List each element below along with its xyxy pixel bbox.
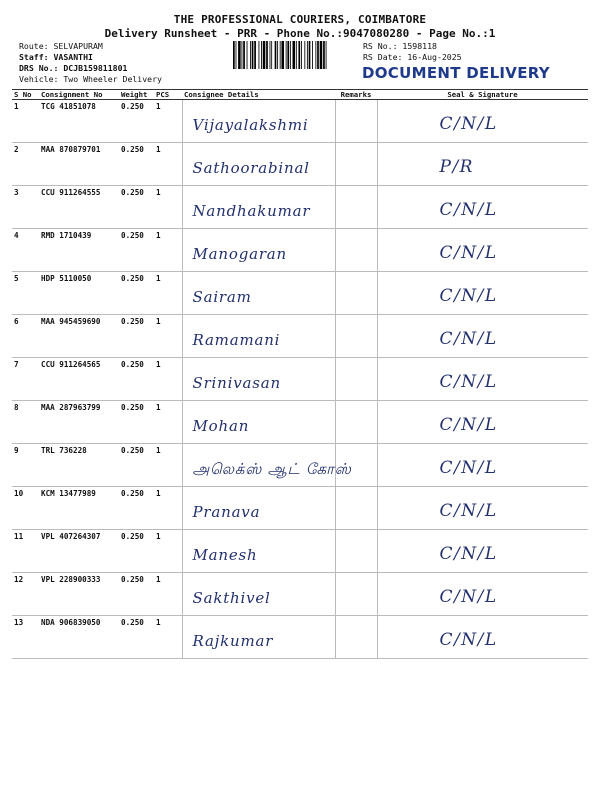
- row-consignee: [182, 573, 335, 616]
- row-consignment: HDP 5110050: [39, 272, 119, 315]
- row-weight: 0.250: [119, 358, 154, 401]
- row-weight: 0.250: [119, 100, 154, 143]
- row-consignee: [182, 444, 352, 487]
- barcode-bar: [290, 41, 291, 69]
- row-weight: 0.250: [119, 530, 154, 573]
- col-consignment: Consignment No: [39, 90, 119, 100]
- barcode-bar: [250, 41, 251, 69]
- barcode-bar: [271, 41, 272, 69]
- row-consignment: MAA 870879701: [39, 143, 119, 186]
- barcode-bar: [280, 41, 281, 69]
- table-row: [12, 315, 588, 358]
- barcode-bar: [233, 41, 235, 69]
- barcode-bar: [277, 41, 278, 69]
- table-row: [12, 229, 588, 272]
- row-remarks: [335, 573, 377, 616]
- vehicle-label: Vehicle: Two Wheeler Delivery: [19, 74, 162, 84]
- consignee-handwriting: Srinivasan: [192, 374, 281, 392]
- row-signature: [377, 616, 588, 659]
- barcode-bar: [312, 41, 313, 69]
- consignee-handwriting: Vijayalakshmi: [192, 116, 309, 134]
- barcode-bar: [254, 41, 256, 69]
- consignee-handwriting: Sakthivel: [192, 589, 271, 607]
- row-pcs: 1: [154, 100, 182, 143]
- row-consignment: VPL 228900333: [39, 573, 119, 616]
- row-weight: 0.250: [119, 143, 154, 186]
- barcode-bar: [281, 41, 284, 69]
- row-signature: [377, 186, 588, 229]
- barcode-bar: [266, 41, 268, 69]
- row-consignee: [182, 186, 335, 229]
- row-weight: 0.250: [119, 315, 154, 358]
- row-weight: 0.250: [119, 272, 154, 315]
- barcode-bar: [243, 41, 245, 69]
- col-signature: Seal & Signature: [377, 90, 588, 100]
- row-remarks: [335, 401, 377, 444]
- row-weight: 0.250: [119, 186, 154, 229]
- staff-label: Staff: VASANTHI: [19, 52, 93, 62]
- barcode-bar: [236, 41, 237, 69]
- row-remarks: [335, 100, 377, 143]
- row-consignee: [182, 143, 335, 186]
- row-signature: [377, 530, 588, 573]
- company-name: THE PROFESSIONAL COURIERS, COIMBATORE: [173, 13, 427, 26]
- barcode-bar: [261, 41, 262, 69]
- row-pcs: 1: [154, 358, 182, 401]
- row-sno: 7: [12, 358, 39, 401]
- col-sno: S No: [12, 90, 39, 100]
- table-row: [12, 573, 588, 616]
- barcode-bar: [263, 41, 266, 69]
- barcode-bar: [304, 41, 305, 69]
- table-row: [12, 616, 588, 659]
- signature-handwriting: C/N/L: [439, 286, 498, 306]
- row-consignment: NDA 906839050: [39, 616, 119, 659]
- barcode-bar: [238, 41, 241, 69]
- row-sno: 1: [12, 100, 39, 143]
- signature-handwriting: C/N/L: [439, 587, 498, 607]
- row-consignee: [182, 229, 335, 272]
- row-remarks: [335, 530, 377, 573]
- row-sno: 4: [12, 229, 39, 272]
- row-consignee: [182, 358, 335, 401]
- row-weight: 0.250: [119, 573, 154, 616]
- barcode-bar: [298, 41, 300, 69]
- row-pcs: 1: [154, 573, 182, 616]
- row-remarks: [335, 616, 377, 659]
- consignee-handwriting: Nandhakumar: [192, 202, 311, 220]
- signature-handwriting: C/N/L: [439, 415, 498, 435]
- barcode-bar: [323, 41, 325, 69]
- row-consignment: VPL 407264307: [39, 530, 119, 573]
- route-info: [19, 41, 162, 85]
- row-remarks: [335, 444, 377, 487]
- signature-handwriting: C/N/L: [439, 200, 498, 220]
- row-consignment: CCU 911264555: [39, 186, 119, 229]
- row-sno: 3: [12, 186, 39, 229]
- row-sno: 13: [12, 616, 39, 659]
- row-pcs: 1: [154, 401, 182, 444]
- signature-handwriting: C/N/L: [439, 372, 498, 392]
- row-pcs: 1: [154, 444, 182, 487]
- barcode-bar: [301, 41, 302, 69]
- signature-handwriting: C/N/L: [439, 501, 498, 521]
- barcode-bar: [242, 41, 243, 69]
- barcode-bar: [286, 41, 287, 69]
- signature-handwriting: C/N/L: [439, 544, 498, 564]
- row-remarks: [335, 186, 377, 229]
- row-consignee: [182, 100, 335, 143]
- row-sno: 6: [12, 315, 39, 358]
- route-label: Route: SELVAPURAM: [19, 41, 103, 51]
- table-row: [12, 401, 588, 444]
- row-remarks: [335, 272, 377, 315]
- rs-number: RS No.: 1598118: [363, 41, 437, 51]
- row-consignee: [182, 401, 335, 444]
- col-consignee: Consignee Details: [182, 90, 335, 100]
- row-signature: [377, 573, 588, 616]
- signature-handwriting: C/N/L: [439, 329, 498, 349]
- row-consignee: [182, 272, 335, 315]
- row-sno: 12: [12, 573, 39, 616]
- barcode-bar: [270, 41, 271, 69]
- row-pcs: 1: [154, 487, 182, 530]
- row-pcs: 1: [154, 143, 182, 186]
- table-row: [12, 186, 588, 229]
- row-signature: [377, 229, 588, 272]
- document-delivery-title: DOCUMENT DELIVERY: [362, 64, 550, 82]
- table-header-row: [12, 90, 588, 100]
- row-consignment: KCM 13477989: [39, 487, 119, 530]
- row-consignment: MAA 287963799: [39, 401, 119, 444]
- row-consignment: TCG 41851078: [39, 100, 119, 143]
- row-remarks: [335, 487, 377, 530]
- barcode-bar: [315, 41, 316, 69]
- table-row: [12, 530, 588, 573]
- barcode: [233, 41, 356, 69]
- signature-handwriting: C/N/L: [439, 630, 498, 650]
- barcode-bar: [259, 41, 260, 69]
- barcode-bar: [307, 41, 308, 69]
- row-pcs: 1: [154, 530, 182, 573]
- row-pcs: 1: [154, 315, 182, 358]
- row-sno: 2: [12, 143, 39, 186]
- signature-handwriting: C/N/L: [439, 243, 498, 263]
- row-weight: 0.250: [119, 487, 154, 530]
- row-sno: 10: [12, 487, 39, 530]
- row-consignee: [182, 616, 335, 659]
- rs-date: RS Date: 16-Aug-2025: [363, 52, 462, 62]
- barcode-bar: [275, 41, 277, 69]
- row-signature: [377, 487, 588, 530]
- consignee-handwriting: Manogaran: [192, 245, 288, 263]
- barcode-bar: [247, 41, 248, 69]
- row-remarks: [335, 143, 377, 186]
- barcode-bar: [317, 41, 319, 69]
- row-remarks: [335, 229, 377, 272]
- row-pcs: 1: [154, 272, 182, 315]
- row-pcs: 1: [154, 186, 182, 229]
- row-signature: [377, 444, 588, 487]
- row-consignee: [182, 530, 335, 573]
- table-row: [12, 100, 588, 143]
- row-signature: [377, 272, 588, 315]
- row-weight: 0.250: [119, 401, 154, 444]
- row-sno: 5: [12, 272, 39, 315]
- row-weight: 0.250: [119, 229, 154, 272]
- consignee-handwriting: Mohan: [192, 417, 250, 435]
- table-row: [12, 358, 588, 401]
- row-signature: [377, 315, 588, 358]
- row-sno: 11: [12, 530, 39, 573]
- row-consignee: [182, 315, 335, 358]
- consignee-handwriting: Manesh: [192, 546, 258, 564]
- row-pcs: 1: [154, 229, 182, 272]
- rs-info: [363, 41, 462, 63]
- barcode-bar: [309, 41, 311, 69]
- row-sno: 8: [12, 401, 39, 444]
- barcode-bar: [293, 41, 296, 69]
- barcode-bar: [320, 41, 323, 69]
- row-signature: [377, 401, 588, 444]
- barcode-bar: [252, 41, 254, 69]
- table-row: [12, 487, 588, 530]
- consignee-handwriting: Rajkumar: [192, 632, 274, 650]
- row-consignment: RMD 1710439: [39, 229, 119, 272]
- row-weight: 0.250: [119, 616, 154, 659]
- row-remarks: [335, 358, 377, 401]
- row-sno: 9: [12, 444, 39, 487]
- row-weight: 0.250: [119, 444, 154, 487]
- drs-number: DRS No.: DCJB159811801: [19, 63, 128, 73]
- row-consignee: [182, 487, 335, 530]
- row-consignment: CCU 911264565: [39, 358, 119, 401]
- row-signature: [377, 358, 588, 401]
- row-pcs: 1: [154, 616, 182, 659]
- col-pcs: PCS: [154, 90, 182, 100]
- row-signature: [377, 143, 588, 186]
- col-weight: Weight: [119, 90, 154, 100]
- table-row: [12, 272, 588, 315]
- row-consignment: TRL 736228: [39, 444, 119, 487]
- table-row: [12, 143, 588, 186]
- table-row: [12, 444, 588, 487]
- consignee-handwriting: Pranava: [192, 503, 261, 521]
- row-signature: [377, 100, 588, 143]
- row-remarks: [335, 315, 377, 358]
- barcode-bar: [287, 41, 289, 69]
- runsheet-table: [12, 89, 588, 659]
- signature-handwriting: C/N/L: [439, 458, 498, 478]
- consignee-handwriting: அலெக்ஸ் ஆட் கோஸ்: [192, 460, 352, 478]
- barcode-bar: [326, 41, 327, 69]
- signature-handwriting: P/R: [439, 157, 474, 177]
- consignee-handwriting: Sairam: [192, 288, 252, 306]
- barcode-bar: [296, 41, 297, 69]
- row-consignment: MAA 945459690: [39, 315, 119, 358]
- runsheet-title: Delivery Runsheet - PRR - Phone No.:9047080280 - Page No.:1: [104, 27, 496, 40]
- col-remarks: Remarks: [335, 90, 377, 100]
- consignee-handwriting: Ramamani: [192, 331, 281, 349]
- signature-handwriting: C/N/L: [439, 114, 498, 134]
- consignee-handwriting: Sathoorabinal: [192, 159, 310, 177]
